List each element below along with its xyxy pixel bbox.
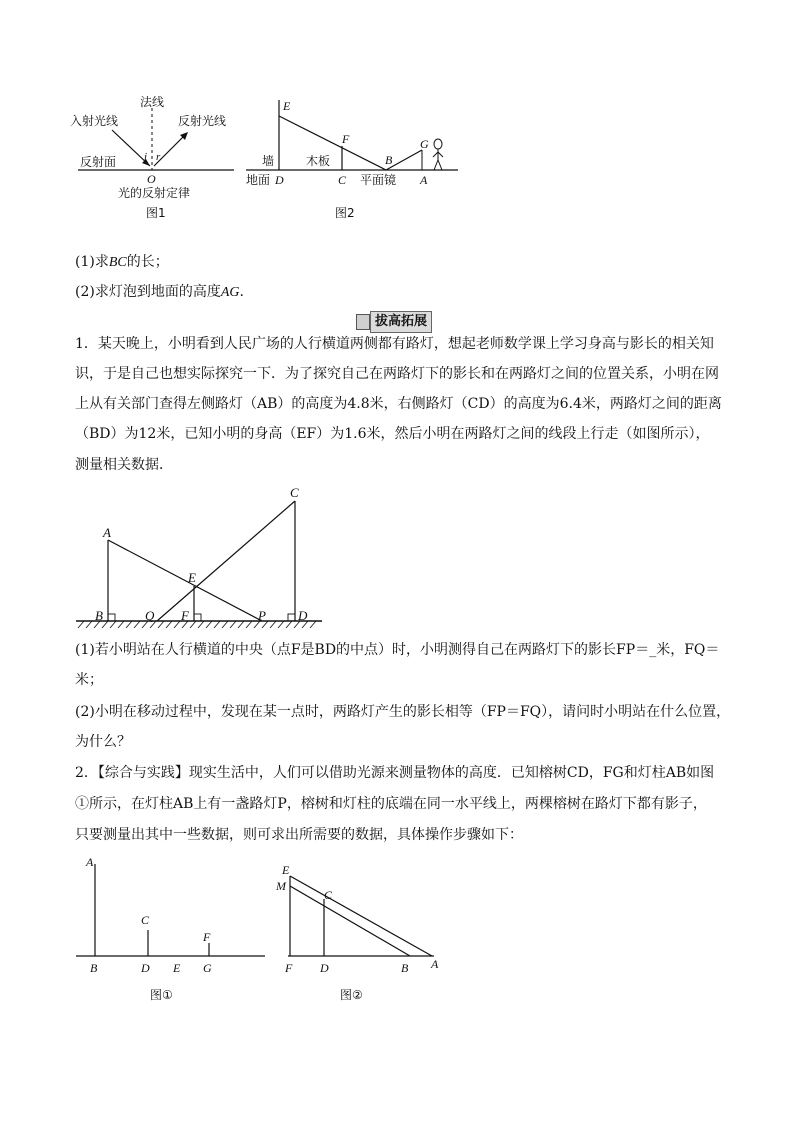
problem1-sub-2: (2)小明在移动过程中，发现在某一点时，两路灯产生的影长相等（FP＝FQ），请问时小明站在什么位置， <box>75 704 731 720</box>
problem2-line-2: ①所示，在灯柱AB上有一盏路灯P，榕树和灯柱的底端在同一水平线上，两棵榕树在路灯下都有影子， <box>75 796 707 812</box>
figure-5-caption: 图② <box>340 988 363 1002</box>
figure-5-shadows <box>275 863 439 1002</box>
problem1-sub-1: (1)若小明站在人行横道的中央（点F是BD的中点）时，小明测得自己在两路灯下的影长FP＝_米，FQ＝ <box>75 642 720 658</box>
q2-variable: AG <box>220 285 240 300</box>
mirror-label: 平面镜 <box>360 173 397 187</box>
point-o-label: O <box>147 172 156 186</box>
figure-2-caption: 图2 <box>335 206 355 220</box>
section-title: 拔高拓展 <box>370 311 432 333</box>
fig5-label-d: D <box>320 961 329 975</box>
label-b: B <box>385 153 393 167</box>
q2-suffix: . <box>239 284 244 300</box>
label-a: A <box>420 173 428 187</box>
ground-hatching <box>78 621 316 628</box>
question-1 <box>75 252 169 273</box>
person-icon <box>433 139 443 170</box>
incident-label: 入射光线 <box>70 114 119 128</box>
reflected-label: 反射光线 <box>178 114 227 128</box>
fig4-label-a: A <box>86 855 94 869</box>
label-d: D <box>275 173 284 187</box>
fig5-label-f: F <box>285 961 293 975</box>
figure-3-street-lamps <box>0 480 800 640</box>
fig4-label-g: G <box>203 961 212 975</box>
fig5-label-c: C <box>324 888 333 902</box>
q1-suffix: 的长； <box>126 254 169 270</box>
law-label: 光的反射定律 <box>118 186 191 200</box>
label-g: G <box>420 137 429 151</box>
fig4-label-b: B <box>90 961 98 975</box>
problem1-line-4: （BD）为12米，已知小明的身高（EF）为1.6米，然后小明在两路灯之间的线段上行走（如图所示）， <box>75 426 710 442</box>
board-label: 木板 <box>306 154 331 168</box>
wall-label: 墙 <box>262 154 275 168</box>
ground-label: 地面 <box>246 173 271 187</box>
figure-1-caption: 图1 <box>146 206 166 220</box>
fig5-label-a: A <box>431 957 439 971</box>
fig3-label-e: E <box>188 570 196 585</box>
problem1-sub-1-cont: 米； <box>75 672 103 688</box>
problem1-sub-2-cont: 为什么？ <box>75 734 131 750</box>
banner-box <box>356 314 370 330</box>
figure-4-trees-lamp <box>76 855 265 1002</box>
label-c: C <box>338 173 347 187</box>
fig3-label-q: Q <box>145 608 155 623</box>
surface-label: 反射面 <box>80 155 117 169</box>
q1-variable: BC <box>108 255 127 270</box>
q1-prefix: (1)求 <box>75 254 109 270</box>
problem1-line-3: 上从有关部门查得左侧路灯（AB）的高度为4.8米，右侧路灯（CD）的高度为6.4米，两路灯之间的距离 <box>75 396 722 412</box>
angle-r-label: r <box>156 151 161 163</box>
problem2-line-3: 只要测量出其中一些数据，则可求出所需要的数据，具体操作步骤如下： <box>75 827 523 843</box>
problem1-line-5: 测量相关数据． <box>75 457 173 473</box>
question-2 <box>75 282 244 303</box>
fig4-label-e: E <box>173 961 181 975</box>
fig5-label-b: B <box>401 961 409 975</box>
normal-label: 法线 <box>140 95 165 109</box>
fig5-label-m: M <box>276 879 286 893</box>
problem1-line-1: 1．某天晚上，小明看到人民广场的人行横道两侧都有路灯，想起老师数学课上学习身高与影长的相关知 <box>75 336 714 352</box>
section-banner <box>356 311 436 335</box>
fig4-label-f: F <box>203 930 211 944</box>
fig4-label-c: C <box>141 913 150 927</box>
fig5-label-e: E <box>282 863 290 877</box>
problem2-line-1: 2．【综合与实践】现实生活中，人们可以借助光源来测量物体的高度．已知榕树CD，FG和灯柱AB如图 <box>75 765 715 781</box>
q2-prefix: (2)求灯泡到地面的高度 <box>75 284 221 300</box>
fig3-label-d: D <box>298 608 308 623</box>
fig3-label-c: C <box>290 485 299 500</box>
fig3-label-f: F <box>181 608 189 623</box>
figures-bottom <box>0 850 800 1010</box>
figure-1-reflection-law <box>70 94 234 220</box>
figure-4-caption: 图① <box>150 988 173 1002</box>
fig4-label-d: D <box>141 961 150 975</box>
fig3-label-p: P <box>258 608 266 623</box>
angle-i-label: i <box>144 151 148 163</box>
fig3-label-a: A <box>103 525 111 540</box>
label-e: E <box>283 99 291 113</box>
figure-2-mirror <box>246 99 458 220</box>
problem1-line-2: 识，于是自己也想实际探究一下．为了探究自己在两路灯下的影长和在两路灯之间的位置关系，小明在网 <box>75 366 719 382</box>
figures-top <box>0 0 800 240</box>
fig3-label-b: B <box>95 608 103 623</box>
label-f: F <box>342 132 350 146</box>
